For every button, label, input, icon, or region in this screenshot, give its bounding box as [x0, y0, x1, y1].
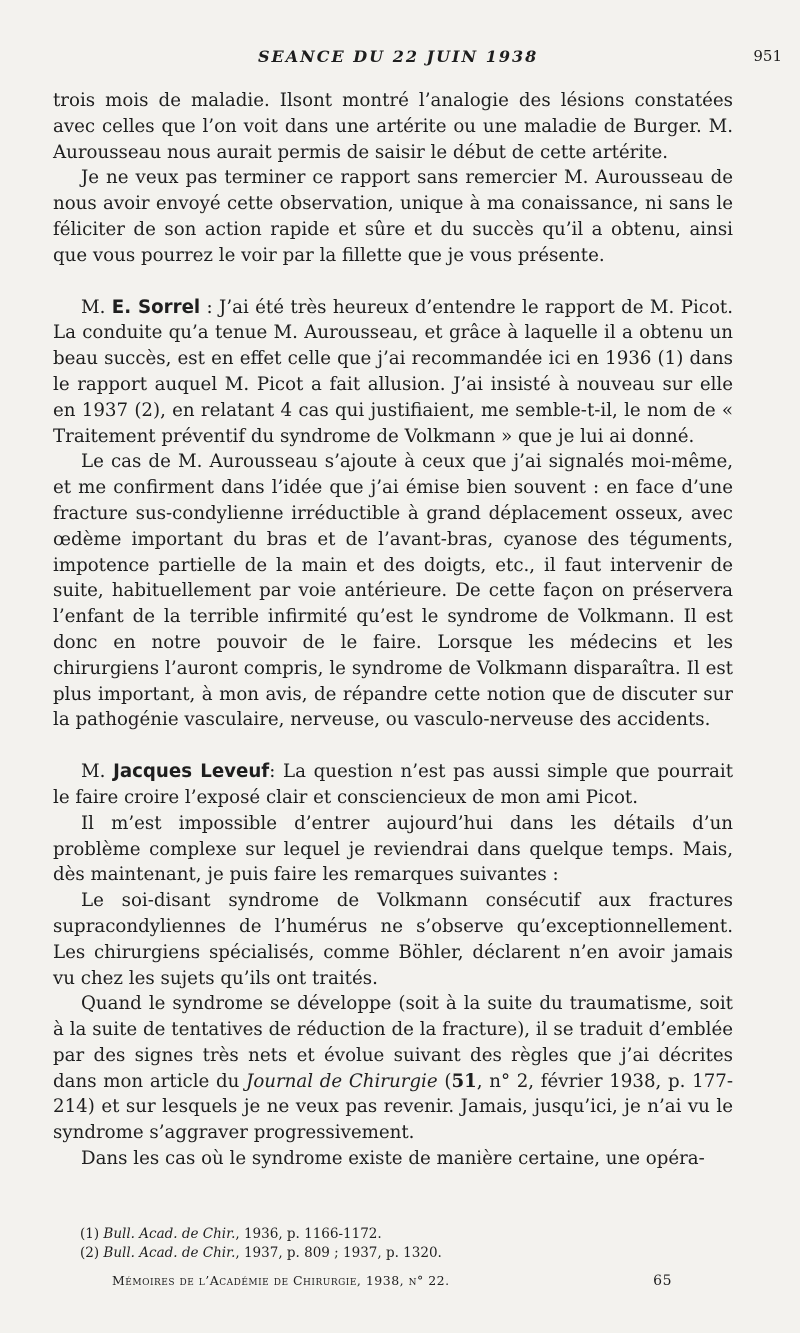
publication-line: Mémoires de l’Académie de Chirurgie, 1938, n° 22. [112, 1273, 450, 1288]
paragraph-leveuf [53, 759, 733, 811]
body-text [53, 88, 733, 1172]
paragraph-text: Quand le syndrome se développe (soit à la suite du traumatisme, soit à la suite de tentatives de réduction de la fracture), il se traduit d’emblée par des signes très nets et évolue suivant des règles que j’ai décrites dans mon article du [53, 993, 733, 1092]
header-title: SEANCE DU 22 JUIN 1938 [258, 47, 539, 66]
paragraph-text: , n° 2, février 1938, p. 177-214) et sur lesquels je ne veux pas revenir. Jamais, jusqu’ici, je n’ai vu le syndrome s’aggraver progressivement. [53, 1070, 733, 1144]
footnote-reference: , 1937, p. 809 ; 1937, p. 1320. [235, 1245, 442, 1261]
paragraph-text: ( [437, 1070, 452, 1092]
journal-title: Journal de Chirurgie [246, 1070, 438, 1092]
footnote-1 [80, 1225, 580, 1244]
paragraph-text: : La question n’est pas aussi simple que pourrait le faire croire l’exposé clair et consciencieux de mon ami Picot. [53, 761, 734, 808]
paragraph [53, 88, 733, 165]
paragraph [53, 449, 733, 733]
footnotes [80, 1225, 580, 1263]
page-number: 951 [753, 47, 782, 65]
paragraph-text: Le soi-disant syndrome de Volkmann consécutif aux fractures supracondyliennes de l’humérus ne s’observe qu’exceptionnellement. Les chirurgiens spécialisés, comme Böhler, déclarent n’en avoir jamais vu chez les sujets qu’ils ont traités. [53, 890, 733, 989]
footnote-marker: (2) [80, 1245, 104, 1261]
paragraph-sorrel [53, 295, 733, 450]
running-header [0, 47, 800, 71]
footnote-reference: , 1936, p. 1166-1172. [235, 1226, 382, 1242]
volume-number: 51 [451, 1070, 477, 1092]
paragraph [53, 811, 733, 888]
paragraph [53, 888, 733, 991]
paragraph [53, 165, 733, 268]
speaker-name: E. Sorrel [111, 296, 201, 318]
footnote-source: Bull. Acad. de Chir. [103, 1245, 236, 1261]
paragraph-text: Le cas de M. Aurousseau s’ajoute à ceux que j’ai signalés moi-même, et me confirment dans l’idée que j’ai émise bien souvent : en face d’une fracture sus-condylienne irréductible à grand déplacement osseux, avec œdème important du bras et de l’avant-bras, cyanose des téguments, impotence partielle de la main et des doigts, etc., il faut intervenir de suite, habituellement par voie antérieure. De cette façon on préservera l’enfant de la terrible infirmité qu’est le syndrome de Volkmann. Il est donc en notre pouvoir de le faire. Lorsque les médecins et les chirurgiens l’auront compris, le syndrome de Volkmann disparaîtra. Il est plus important, à mon avis, de répandre cette notion que de discuter sur la pathogénie vasculaire, nerveuse, ou vasculo-nerveuse des accidents. [53, 451, 733, 731]
speaker-prefix: M. [81, 761, 114, 783]
paragraph-text: Il m’est impossible d’entrer aujourd’hui dans les détails d’un problème complexe sur lequel je reviendrai dans quelque temps. Mais, dès maintenant, je puis faire les remarques suivantes : [53, 812, 733, 886]
paragraph-text: trois mois de maladie. Ilsont montré l’analogie des lésions constatées avec celles que l’on voit dans une artérite ou une maladie de Burger. M. Aurousseau nous aurait permis de saisir le début de cette artérite. [53, 90, 733, 163]
footnote-2 [80, 1244, 580, 1263]
paragraph-text: : J’ai été très heureux d’entendre le rapport de M. Picot. La conduite qu’a tenue M. Aurousseau, et grâce à laquelle il a obtenu un beau succès, est en effet celle que j’ai recommandée ici en 1936 (1) dans le rapport auquel M. Picot a fait allusion. J’ai insisté à nouveau sur elle en 1937 (2), en relatant 4 cas qui justifiaient, me semble-t-il, le nom de « Traitement préventif du syndrome de Volkmann » que je lui ai donné. [53, 296, 733, 447]
speaker-name: Jacques Leveuf [113, 761, 270, 783]
speaker-prefix: M. [81, 296, 112, 318]
paragraph [53, 991, 733, 1146]
page-footer [112, 1273, 672, 1293]
footnote-source: Bull. Acad. de Chir. [103, 1226, 236, 1242]
sheet-number: 65 [653, 1273, 672, 1289]
footnote-marker: (1) [80, 1226, 104, 1242]
paragraph [53, 1146, 733, 1172]
paragraph-text: Dans les cas où le syndrome existe de manière certaine, une opéra- [81, 1148, 705, 1170]
paragraph-text: Je ne veux pas terminer ce rapport sans remercier M. Aurousseau de nous avoir envoyé cette observation, unique à ma conaissance, ni sans le féliciter de son action rapide et sûre et du succès qu’il a obtenu, ainsi que vous pourrez le voir par la fillette que je vous présente. [53, 167, 733, 266]
